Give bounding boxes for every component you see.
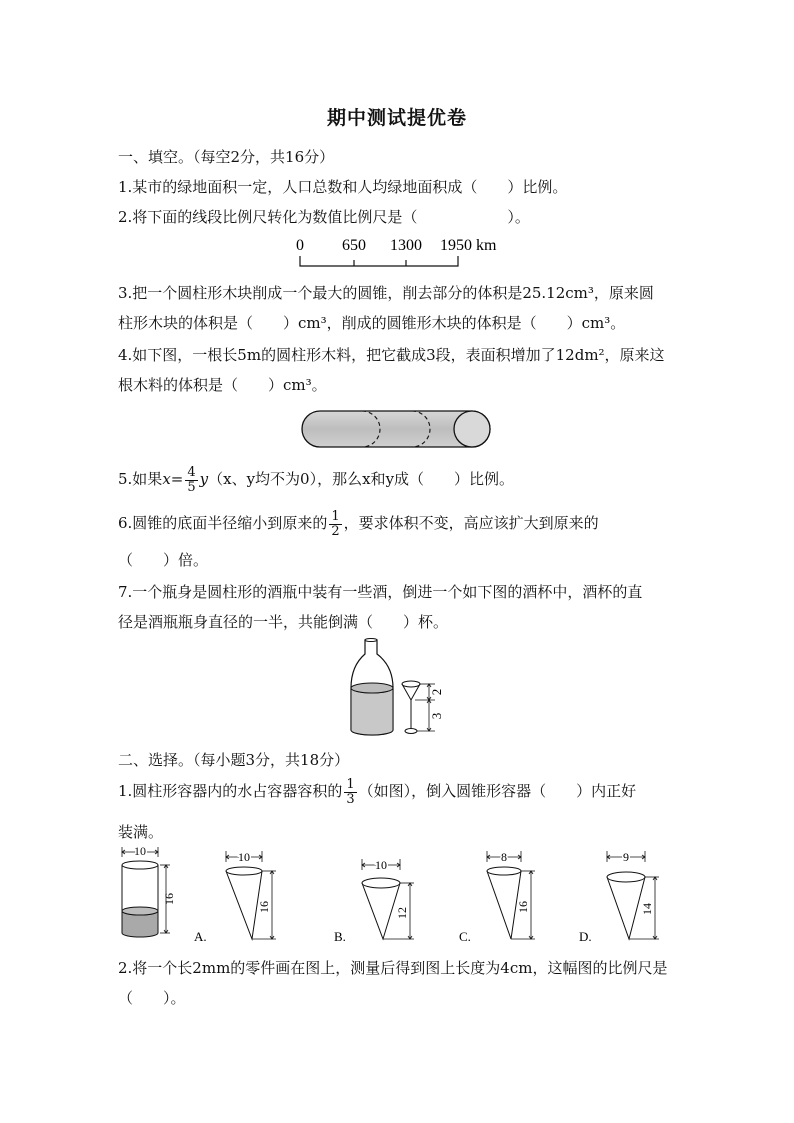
q1-1-text: 1.某市的绿地面积一定，人口总数和人均绿地面积成（ ）比例。 bbox=[118, 178, 568, 196]
q1-5-suffix: （x、y均不为0），那么x和y成（ ）比例。 bbox=[208, 470, 515, 488]
q1-5-x: x bbox=[162, 470, 171, 488]
q2-1-text bbox=[118, 774, 636, 808]
glass-label-2: 2 bbox=[429, 688, 444, 696]
q2-1-fraction bbox=[344, 778, 356, 807]
q1-2-text: 2.将下面的线段比例尺转化为数值比例尺是（ ）。 bbox=[118, 208, 530, 226]
option-b-diameter: 10 bbox=[375, 858, 387, 872]
scale-label-3: 1950 km bbox=[440, 237, 497, 254]
q2-1-line2: 装满。 bbox=[118, 823, 164, 841]
q1-6-line2: （ ）倍。 bbox=[118, 551, 209, 569]
scale-bar-figure bbox=[290, 232, 497, 272]
option-d-cone bbox=[575, 847, 675, 947]
q1-3-line1: 3.把一个圆柱形木块削成一个最大的圆锥，削去部分的体积是25.12cm³，原来圆 bbox=[118, 284, 654, 302]
q1-5-den: 5 bbox=[187, 479, 196, 495]
q2-1-den: 3 bbox=[346, 791, 355, 807]
option-a-diameter: 10 bbox=[238, 850, 250, 864]
q2-1-suffix: （如图），倒入圆锥形容器（ ）内正好 bbox=[358, 782, 637, 800]
q1-7-line2: 径是酒瓶瓶身直径的一半，共能倒满（ ）杯。 bbox=[118, 613, 449, 631]
q1-5-text bbox=[118, 462, 514, 496]
q1-6-num: 1 bbox=[331, 508, 340, 524]
option-c-diameter: 8 bbox=[501, 850, 507, 864]
section1-heading: 一、填空。（每空2分，共16分） bbox=[118, 148, 335, 166]
q1-6-suffix: ，要求体积不变，高应该扩大到原来的 bbox=[343, 514, 599, 532]
option-d-height: 14 bbox=[640, 903, 654, 915]
q2-2-line1: 2.将一个长2mm的零件画在图上，测量后得到图上长度为4cm，这幅图的比例尺是 bbox=[118, 959, 668, 977]
q1-6-den: 2 bbox=[331, 523, 340, 539]
q1-6-text bbox=[118, 506, 599, 540]
log-figure bbox=[300, 408, 496, 450]
option-d-letter: D. bbox=[579, 929, 592, 944]
q2-1-prefix: 1.圆柱形容器内的水占容器容积的 bbox=[118, 782, 343, 800]
section2-heading: 二、选择。（每小题3分，共18分） bbox=[118, 751, 350, 769]
q1-5-num: 4 bbox=[187, 464, 196, 480]
option-d-diameter: 9 bbox=[623, 850, 629, 864]
option-c-cone bbox=[455, 847, 555, 947]
option-b-letter: B. bbox=[334, 929, 346, 944]
scale-label-0: 0 bbox=[296, 237, 304, 254]
option-b-cone bbox=[330, 855, 430, 947]
q2-1-num: 1 bbox=[346, 776, 355, 792]
cylinder-figure bbox=[116, 843, 178, 943]
option-a-letter: A. bbox=[194, 929, 207, 944]
option-b-height: 12 bbox=[395, 907, 409, 919]
scale-label-2: 1300 bbox=[390, 237, 422, 254]
q1-6-prefix: 6.圆锥的底面半径缩小到原来的 bbox=[118, 514, 328, 532]
q2-2-line2: （ ）。 bbox=[118, 989, 186, 1007]
glass-label-3: 3 bbox=[429, 712, 444, 720]
cylinder-diameter-label: 10 bbox=[134, 844, 146, 858]
bottle-glass-figure bbox=[345, 638, 455, 740]
q1-3-line2: 柱形木块的体积是（ ）cm³，削成的圆锥形木块的体积是（ ）cm³。 bbox=[118, 314, 626, 332]
scale-label-1: 650 bbox=[342, 237, 366, 254]
option-c-height: 16 bbox=[516, 901, 530, 913]
q1-5-prefix: 5.如果 bbox=[118, 470, 163, 488]
q1-7-line1: 7.一个瓶身是圆柱形的酒瓶中装有一些酒，倒进一个如下图的酒杯中，酒杯的直 bbox=[118, 583, 643, 601]
option-a-cone bbox=[190, 847, 290, 947]
option-c-letter: C. bbox=[459, 929, 471, 944]
q1-5-fraction bbox=[185, 466, 197, 495]
page-title: 期中测试提优卷 bbox=[326, 107, 467, 129]
q1-5-y: y bbox=[199, 470, 209, 488]
q1-4-line2: 根木料的体积是（ ）cm³。 bbox=[118, 376, 327, 394]
q1-6-fraction bbox=[329, 510, 341, 539]
option-a-height: 16 bbox=[257, 901, 271, 913]
cylinder-height-label: 16 bbox=[162, 893, 176, 905]
q1-5-eq: = bbox=[170, 470, 184, 488]
q1-4-line1: 4.如下图，一根长5m的圆柱形木料，把它截成3段，表面积增加了12dm²，原来这 bbox=[118, 346, 665, 364]
